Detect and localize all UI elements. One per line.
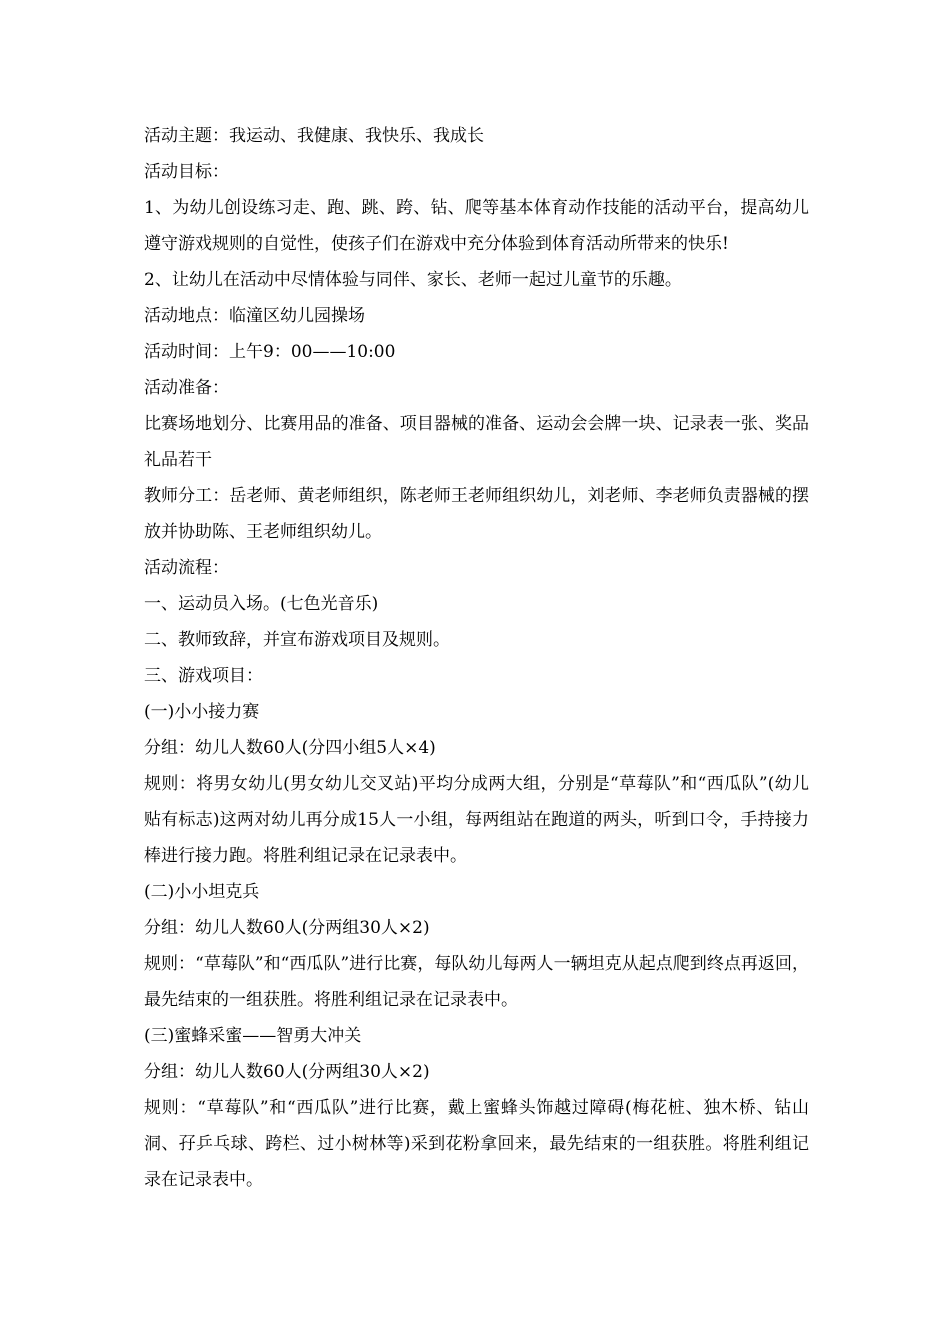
game-1-rules: 规则：将男女幼儿(男女幼儿交叉站)平均分成两大组，分别是“草莓队”和“西瓜队”(幼儿贴有标志)这两对幼儿再分成15人一小组，每两组站在跑道的两头，听到口令，手持接力棒进行接力跑。将胜利组记录在记录表中。 [144, 774, 809, 866]
flow-step-3: 三、游戏项目： [144, 666, 263, 686]
game-1-title: (一)小小接力赛 [144, 702, 260, 722]
game-3-title: (三)蜜蜂采蜜——智勇大冲关 [144, 1026, 362, 1046]
game-2-groups: 分组：幼儿人数60人(分两组30人×2) [144, 918, 430, 938]
activity-location: 活动地点：临潼区幼儿园操场 [144, 306, 365, 326]
game-3-groups: 分组：幼儿人数60人(分两组30人×2) [144, 1062, 430, 1082]
activity-flow-heading: 活动流程： [144, 558, 229, 578]
activity-time: 活动时间：上午9：00——10:00 [144, 342, 396, 362]
game-3-rules: 规则：“草莓队”和“西瓜队”进行比赛，戴上蜜蜂头饰越过障碍(梅花桩、独木桥、钻山洞、孖乒乓球、跨栏、过小树林等)采到花粉拿回来，最先结束的一组获胜。将胜利组记录在记录表中。 [144, 1098, 809, 1190]
document-body [144, 118, 809, 1198]
goal-1: 1、为幼儿创设练习走、跑、跳、跨、钻、爬等基本体育动作技能的活动平台，提高幼儿遵守游戏规则的自觉性，使孩子们在游戏中充分体验到体育活动所带来的快乐! [144, 198, 809, 254]
flow-step-1: 一、运动员入场。(七色光音乐) [144, 594, 379, 614]
activity-prep-heading: 活动准备： [144, 378, 229, 398]
activity-theme: 活动主题：我运动、我健康、我快乐、我成长 [144, 126, 484, 146]
activity-goals-heading: 活动目标： [144, 162, 229, 182]
goal-2: 2、让幼儿在活动中尽情体验与同伴、家长、老师一起过儿童节的乐趣。 [144, 270, 682, 290]
flow-step-2: 二、教师致辞，并宣布游戏项目及规则。 [144, 630, 450, 650]
game-2-rules: 规则：“草莓队”和“西瓜队”进行比赛，每队幼儿每两人一辆坦克从起点爬到终点再返回，最先结束的一组获胜。将胜利组记录在记录表中。 [144, 954, 809, 1010]
game-2-title: (二)小小坦克兵 [144, 882, 260, 902]
game-1-groups: 分组：幼儿人数60人(分四小组5人×4) [144, 738, 436, 758]
teacher-assignments: 教师分工：岳老师、黄老师组织，陈老师王老师组织幼儿，刘老师、李老师负责器械的摆放并协助陈、王老师组织幼儿。 [144, 486, 809, 542]
activity-prep-items: 比赛场地划分、比赛用品的准备、项目器械的准备、运动会会牌一块、记录表一张、奖品礼品若干 [144, 414, 809, 470]
